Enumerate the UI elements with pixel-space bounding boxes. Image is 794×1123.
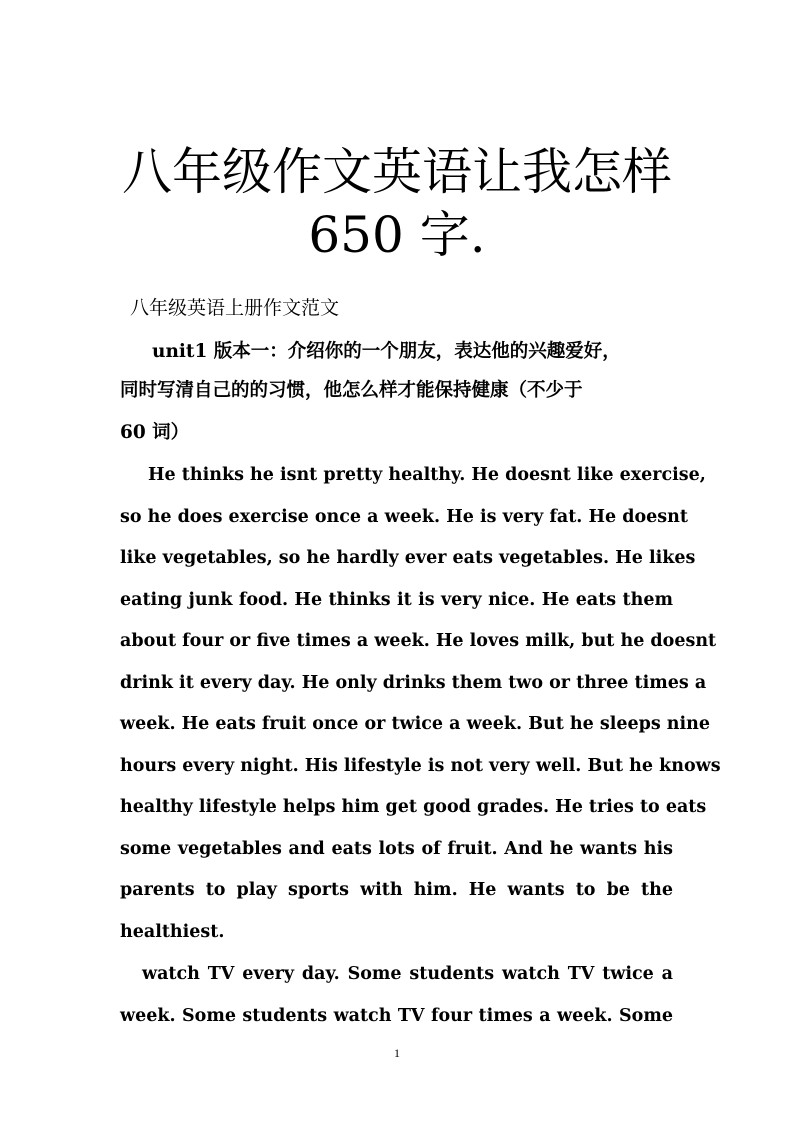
essay-line: healthy lifestyle helps him get good grades. He tries to eats <box>120 797 707 817</box>
essay-line: parents to play sports with him. He wants to be the <box>120 880 673 900</box>
document-title-line-1: 八年级作文英语让我怎样 <box>122 143 672 201</box>
essay-paragraph-2 <box>120 961 673 1044</box>
prompt-line-2: 同时写清自己的的习惯，他怎么样才能保持健康（不少于 <box>120 380 583 401</box>
section-heading: 八年级英语上册作文范文 <box>130 297 340 319</box>
essay-paragraph-1 <box>120 462 721 960</box>
prompt-line-3: 60 词） <box>120 422 190 443</box>
essay-line: eating junk food. He thinks it is very nice. He eats them <box>120 589 673 610</box>
essay-line: so he does exercise once a week. He is very fat. He doesnt <box>120 506 688 527</box>
document-title-line-2: 650 字. <box>308 206 486 264</box>
essay-line: drink it every day. He only drinks them two or three times a <box>120 672 707 693</box>
page-number: 1 <box>394 1046 400 1060</box>
essay-line: week. He eats fruit once or twice a week. But he sleeps nine <box>120 714 711 734</box>
essay-line: some vegetables and eats lots of fruit. And he wants his <box>120 838 673 859</box>
essay-line: watch TV every day. Some students watch TV twice a <box>142 964 673 984</box>
prompt-line-1: unit1 版本一：介绍你的一个朋友，表达他的兴趣爱好， <box>152 341 621 362</box>
essay-line: week. Some students watch TV four times a week. Some <box>120 1005 673 1026</box>
essay-line: about four or five times a week. He loves milk, but he doesnt <box>120 631 717 651</box>
essay-line: healthiest. <box>120 921 225 942</box>
essay-line: hours every night. His lifestyle is not very well. But he knows <box>120 755 721 776</box>
essay-line: like vegetables, so he hardly ever eats vegetables. He likes <box>120 548 696 568</box>
essay-line: He thinks he isnt pretty healthy. He doesnt like exercise, <box>148 465 706 485</box>
